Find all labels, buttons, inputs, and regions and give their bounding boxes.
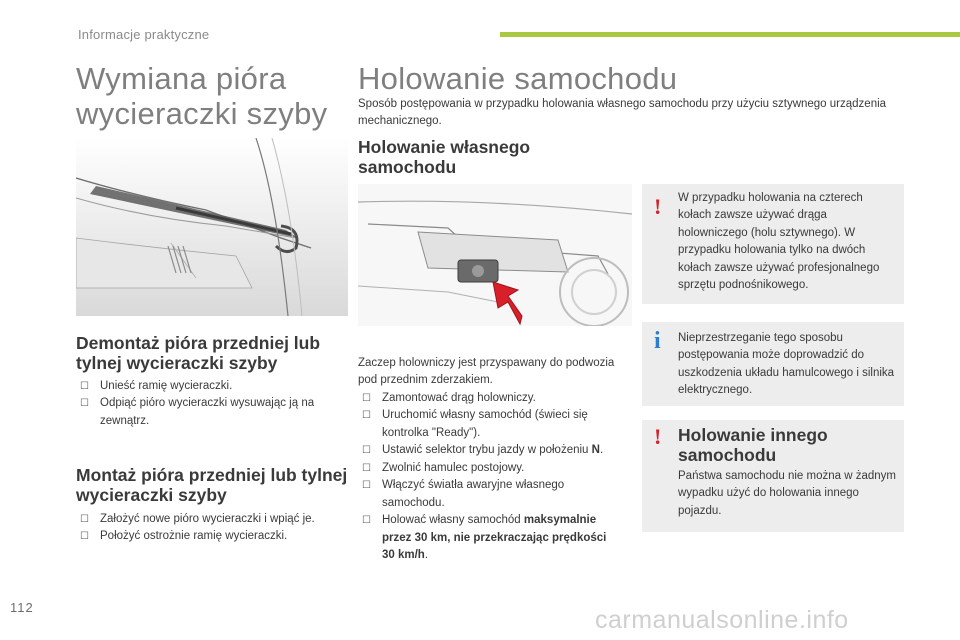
page-title-towing: Holowanie samochodu <box>358 61 678 96</box>
list-item: ☐ Holować własny samochód maksymalnie przez 30 km, nie przekraczając prędkości 30 km/h. <box>362 514 607 562</box>
bullet-icon: ☐ <box>80 531 89 543</box>
towing-intro: Sposób postępowania w przypadku holowania własnego samochodu przy użyciu sztywnego urządzenia mechanicznego. <box>358 98 887 128</box>
wiper-illustration <box>76 138 348 316</box>
bullet-icon: ☐ <box>362 480 371 492</box>
heading-own-towing: Holowanie własnego samochodu <box>358 137 531 177</box>
list-item: ☐ Zamontować drąg holowniczy. <box>358 390 620 407</box>
heading-wiper-fitting: Montaż pióra przedniej lub tylnej wycieraczki szyby <box>76 465 348 505</box>
heading-tow-other: Holowanie innego samochodu <box>678 425 828 465</box>
list-item: ☐ Unieść ramię wycieraczki. <box>76 378 346 395</box>
list-item: ☐ Ustawić selektor trybu jazdy w położeniu N. <box>358 442 620 459</box>
tow-hook-description: Zaczep holowniczy jest przyspawany do podwozia pod przednim zderzakiem. <box>358 357 615 387</box>
selector-position: N <box>591 444 600 457</box>
header-accent-bar <box>500 32 960 37</box>
page-title-wiper: Wymiana pióra wycieraczki szyby <box>76 61 328 131</box>
bullet-icon: ☐ <box>80 398 89 410</box>
info-box <box>642 322 904 406</box>
exclamation-icon: ! <box>654 194 662 219</box>
warning-box <box>642 184 904 304</box>
info-text: Nieprzestrzeganie tego sposobu postępowania może doprowadzić do uszkodzenia układu hamulcowego i silnika elektrycznego. <box>678 332 895 397</box>
warning-text: W przypadku holowania na czterech kołach zawsze używać drąga holowniczego (holu sztywnego). W przypadku holowania tylko na dwóch kołach zawsze używać profesjonalnego sprzętu podnośnikowego. <box>678 192 880 292</box>
tow-hook-illustration <box>358 184 632 326</box>
own-towing-steps <box>358 390 620 565</box>
list-item: ☐ Założyć nowe pióro wycieraczki i wpiąć je. <box>76 511 356 528</box>
bullet-icon: ☐ <box>362 392 371 404</box>
page-number: 112 <box>10 600 34 615</box>
bullet-icon: ☐ <box>362 410 371 422</box>
list-item: ☐ Uruchomić własny samochód (świeci się kontrolka "Ready"). <box>362 409 588 439</box>
other-vehicle-box <box>642 420 904 532</box>
list-item: ☐ Położyć ostrożnie ramię wycieraczki. <box>76 528 356 545</box>
bullet-icon: ☐ <box>80 381 89 392</box>
list-item: ☐ Włączyć światła awaryjne własnego samochodu. <box>362 479 565 509</box>
bullet-icon: ☐ <box>362 515 371 527</box>
heading-wiper-removal: Demontaż pióra przedniej lub tylnej wycieraczki szyby <box>76 333 321 373</box>
wiper-removal-steps <box>76 378 346 430</box>
list-item: ☐ Odpiąć pióro wycieraczki wysuwając ją na zewnątrz. <box>80 397 315 427</box>
section-label: Informacje praktyczne <box>78 27 210 42</box>
other-vehicle-text: Państwa samochodu nie można w żadnym wypadku użyć do holowania innego pojazdu. <box>678 470 896 517</box>
own-towing-instructions <box>358 355 620 565</box>
exclamation-icon: ! <box>654 424 662 449</box>
watermark: carmanualsonline.info <box>595 606 849 634</box>
info-icon: i <box>654 328 661 354</box>
bullet-icon: ☐ <box>80 514 89 525</box>
tow-limit: maksymalnie przez 30 km, nie przekraczając prędkości 30 km/h <box>382 514 607 562</box>
wiper-fitting-steps <box>76 511 356 546</box>
bullet-icon: ☐ <box>362 445 371 457</box>
bullet-icon: ☐ <box>362 462 371 474</box>
list-item: ☐ Zwolnić hamulec postojowy. <box>358 460 620 477</box>
